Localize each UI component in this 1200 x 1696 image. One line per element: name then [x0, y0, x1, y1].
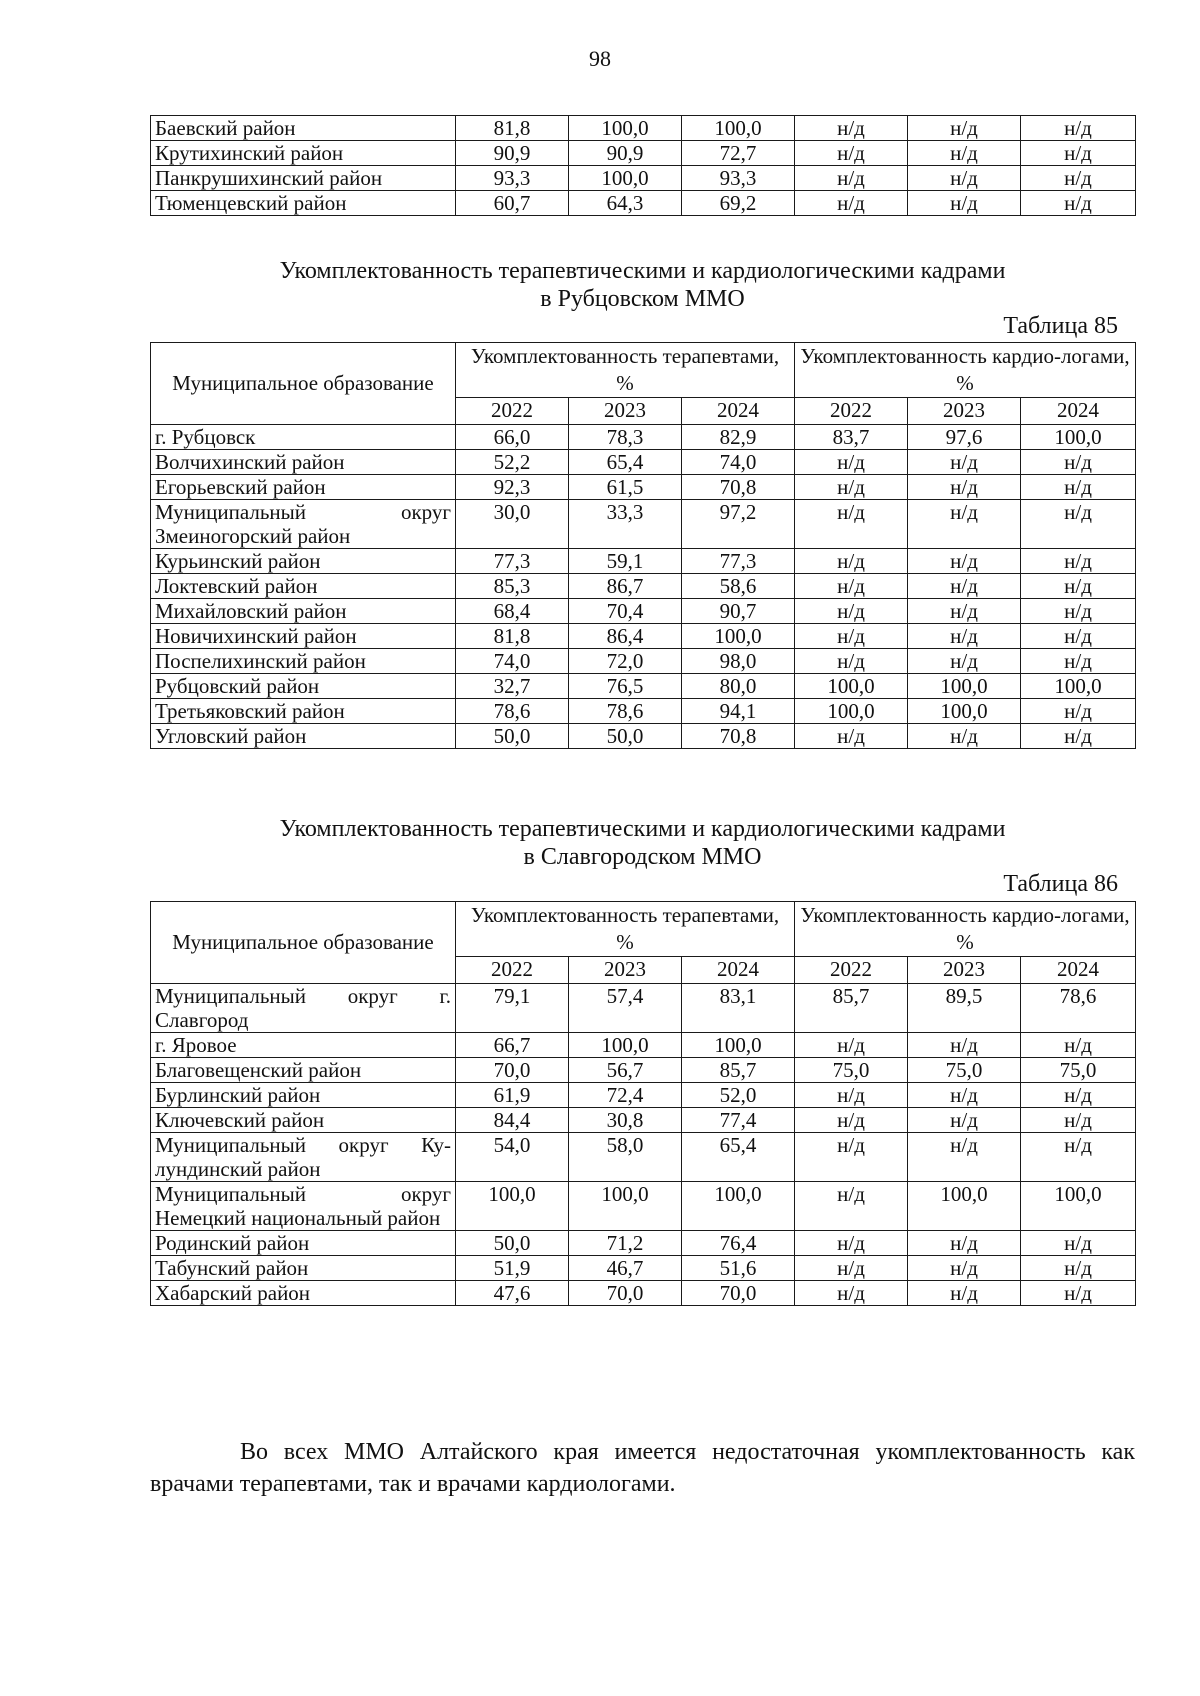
table-row — [151, 724, 1136, 749]
value-cell: 86,4 — [569, 624, 682, 649]
value-cell: 65,4 — [682, 1133, 795, 1182]
value-cell: н/д — [1021, 1083, 1136, 1108]
year-header-cell: 2023 — [569, 398, 682, 425]
value-cell: 59,1 — [569, 549, 682, 574]
value-cell: 61,5 — [569, 475, 682, 500]
year-header-cell: 2024 — [682, 957, 795, 984]
value-cell: н/д — [1021, 191, 1136, 216]
value-cell: 83,1 — [682, 984, 795, 1033]
value-cell: н/д — [908, 141, 1021, 166]
table85-title-line1: Укомплектованность терапевтическими и кардиологическими кадрами — [279, 258, 1006, 284]
value-cell: н/д — [795, 1083, 908, 1108]
table-row — [151, 450, 1136, 475]
value-cell: 71,2 — [569, 1231, 682, 1256]
table-row — [151, 1256, 1136, 1281]
table-row — [151, 191, 1136, 216]
value-cell: н/д — [1021, 450, 1136, 475]
value-cell: н/д — [795, 1256, 908, 1281]
value-cell: н/д — [1021, 500, 1136, 549]
table-row — [151, 425, 1136, 450]
table-row — [151, 1182, 1136, 1231]
value-cell: 72,7 — [682, 141, 795, 166]
value-cell: 75,0 — [908, 1058, 1021, 1083]
value-cell: 79,1 — [456, 984, 569, 1033]
value-cell: 98,0 — [682, 649, 795, 674]
value-cell: н/д — [908, 724, 1021, 749]
value-cell: 61,9 — [456, 1083, 569, 1108]
value-cell: н/д — [795, 116, 908, 141]
value-cell: н/д — [795, 549, 908, 574]
value-cell: 58,6 — [682, 574, 795, 599]
value-cell: 100,0 — [682, 116, 795, 141]
value-cell: н/д — [908, 116, 1021, 141]
value-cell: н/д — [795, 166, 908, 191]
municipality-cell: Баевский район — [151, 116, 456, 141]
municipality-cell: Волчихинский район — [151, 450, 456, 475]
value-cell: 100,0 — [569, 166, 682, 191]
value-cell: 75,0 — [1021, 1058, 1136, 1083]
year-header-cell: 2024 — [1021, 398, 1136, 425]
value-cell: 47,6 — [456, 1281, 569, 1306]
value-cell: 66,0 — [456, 425, 569, 450]
value-cell: 90,9 — [569, 141, 682, 166]
value-cell: 85,7 — [682, 1058, 795, 1083]
table-row — [151, 475, 1136, 500]
municipality-cell: Третьяковский район — [151, 699, 456, 724]
value-cell: 51,6 — [682, 1256, 795, 1281]
municipality-cell: Родинский район — [151, 1231, 456, 1256]
value-cell: 82,9 — [682, 425, 795, 450]
value-cell: н/д — [1021, 166, 1136, 191]
value-cell: н/д — [795, 450, 908, 475]
value-cell: 86,7 — [569, 574, 682, 599]
value-cell: н/д — [1021, 141, 1136, 166]
value-cell: 72,4 — [569, 1083, 682, 1108]
value-cell: н/д — [795, 475, 908, 500]
municipality-cell: Егорьевский район — [151, 475, 456, 500]
year-header-cell: 2022 — [456, 398, 569, 425]
value-cell: н/д — [908, 649, 1021, 674]
value-cell: н/д — [795, 191, 908, 216]
value-cell: 85,3 — [456, 574, 569, 599]
value-cell: н/д — [795, 500, 908, 549]
value-cell: 76,5 — [569, 674, 682, 699]
value-cell: 97,6 — [908, 425, 1021, 450]
value-cell: н/д — [908, 1256, 1021, 1281]
value-cell: н/д — [795, 574, 908, 599]
value-cell: н/д — [908, 549, 1021, 574]
value-cell: 90,9 — [456, 141, 569, 166]
table-row — [151, 599, 1136, 624]
table86-label: Таблица 86 — [1003, 871, 1118, 897]
value-cell: н/д — [1021, 475, 1136, 500]
value-cell: н/д — [795, 599, 908, 624]
table85-title — [150, 257, 1135, 313]
value-cell: 100,0 — [795, 699, 908, 724]
table-row — [151, 674, 1136, 699]
value-cell: н/д — [1021, 1033, 1136, 1058]
value-cell: 30,8 — [569, 1108, 682, 1133]
value-cell: н/д — [1021, 1231, 1136, 1256]
municipality-cell: Локтевский район — [151, 574, 456, 599]
value-cell: 78,3 — [569, 425, 682, 450]
value-cell: 50,0 — [569, 724, 682, 749]
value-cell: н/д — [795, 1231, 908, 1256]
value-cell: 54,0 — [456, 1133, 569, 1182]
value-cell: 65,4 — [569, 450, 682, 475]
value-cell: 100,0 — [908, 699, 1021, 724]
value-cell: н/д — [1021, 1256, 1136, 1281]
value-cell: н/д — [908, 1281, 1021, 1306]
value-cell: 46,7 — [569, 1256, 682, 1281]
value-cell: 50,0 — [456, 1231, 569, 1256]
table-row — [151, 699, 1136, 724]
table86-header-cardiologists: Укомплектованность кардио-логами, % — [795, 902, 1136, 957]
value-cell: н/д — [795, 624, 908, 649]
value-cell: 51,9 — [456, 1256, 569, 1281]
table86-header-municipal: Муниципальное образование — [151, 902, 456, 984]
year-header-cell: 2023 — [908, 398, 1021, 425]
value-cell: 76,4 — [682, 1231, 795, 1256]
value-cell: н/д — [1021, 574, 1136, 599]
value-cell: 57,4 — [569, 984, 682, 1033]
value-cell: 77,4 — [682, 1108, 795, 1133]
value-cell: 58,0 — [569, 1133, 682, 1182]
value-cell: 70,8 — [682, 724, 795, 749]
value-cell: н/д — [908, 191, 1021, 216]
value-cell: н/д — [795, 1182, 908, 1231]
value-cell: н/д — [1021, 1133, 1136, 1182]
value-cell: н/д — [1021, 649, 1136, 674]
table-row — [151, 1108, 1136, 1133]
value-cell: 52,2 — [456, 450, 569, 475]
municipality-cell: Благовещенский район — [151, 1058, 456, 1083]
table-row — [151, 549, 1136, 574]
value-cell: 100,0 — [682, 1182, 795, 1231]
municipality-cell: Рубцовский район — [151, 674, 456, 699]
value-cell: 100,0 — [1021, 425, 1136, 450]
value-cell: н/д — [1021, 549, 1136, 574]
table-row — [151, 116, 1136, 141]
year-header-cell: 2022 — [795, 398, 908, 425]
conclusion-paragraph: Во всех ММО Алтайского края имеется недостаточная укомплектованность как врачами терапевтами, так и врачами кардиологами. — [150, 1439, 1135, 1497]
value-cell: н/д — [908, 475, 1021, 500]
municipality-cell: Муниципальный округ Немецкий национальный район — [151, 1182, 456, 1231]
table86-title-line1: Укомплектованность терапевтическими и кардиологическими кадрами — [279, 816, 1006, 842]
value-cell: н/д — [908, 166, 1021, 191]
value-cell: н/д — [908, 1083, 1021, 1108]
value-cell: н/д — [1021, 1108, 1136, 1133]
table-row — [151, 1058, 1136, 1083]
municipality-cell: Курьинский район — [151, 549, 456, 574]
value-cell: 78,6 — [569, 699, 682, 724]
value-cell: 64,3 — [569, 191, 682, 216]
value-cell: 74,0 — [682, 450, 795, 475]
value-cell: 70,8 — [682, 475, 795, 500]
municipality-cell: Угловский район — [151, 724, 456, 749]
value-cell: 100,0 — [1021, 1182, 1136, 1231]
value-cell: 33,3 — [569, 500, 682, 549]
value-cell: 66,7 — [456, 1033, 569, 1058]
value-cell: 92,3 — [456, 475, 569, 500]
value-cell: 78,6 — [456, 699, 569, 724]
year-header-cell: 2023 — [908, 957, 1021, 984]
value-cell: 78,6 — [1021, 984, 1136, 1033]
value-cell: н/д — [1021, 724, 1136, 749]
value-cell: 93,3 — [682, 166, 795, 191]
year-header-cell: 2024 — [1021, 957, 1136, 984]
value-cell: н/д — [908, 1108, 1021, 1133]
value-cell: н/д — [795, 141, 908, 166]
table86-title-line2: в Славгородском ММО — [523, 844, 762, 870]
table-row — [151, 1133, 1136, 1182]
value-cell: 30,0 — [456, 500, 569, 549]
table-row — [151, 649, 1136, 674]
value-cell: 83,7 — [795, 425, 908, 450]
value-cell: 89,5 — [908, 984, 1021, 1033]
value-cell: 60,7 — [456, 191, 569, 216]
municipality-cell: Хабарский район — [151, 1281, 456, 1306]
table86-title — [150, 815, 1135, 871]
table-row — [151, 624, 1136, 649]
value-cell: 90,7 — [682, 599, 795, 624]
municipality-cell: Тюменцевский район — [151, 191, 456, 216]
table-row — [151, 1231, 1136, 1256]
value-cell: 81,8 — [456, 624, 569, 649]
value-cell: н/д — [795, 1133, 908, 1182]
value-cell: 72,0 — [569, 649, 682, 674]
municipality-cell: г. Рубцовск — [151, 425, 456, 450]
value-cell: 100,0 — [795, 674, 908, 699]
value-cell: 100,0 — [682, 1033, 795, 1058]
value-cell: 70,4 — [569, 599, 682, 624]
municipality-cell: г. Яровое — [151, 1033, 456, 1058]
value-cell: 100,0 — [908, 674, 1021, 699]
value-cell: н/д — [908, 1231, 1021, 1256]
value-cell: 100,0 — [908, 1182, 1021, 1231]
value-cell: 74,0 — [456, 649, 569, 674]
value-cell: 85,7 — [795, 984, 908, 1033]
value-cell: 81,8 — [456, 116, 569, 141]
table-row — [151, 1281, 1136, 1306]
year-header-cell: 2023 — [569, 957, 682, 984]
value-cell: н/д — [1021, 116, 1136, 141]
value-cell: н/д — [795, 1108, 908, 1133]
value-cell: 70,0 — [569, 1281, 682, 1306]
year-header-cell: 2024 — [682, 398, 795, 425]
year-header-cell: 2022 — [795, 957, 908, 984]
table85-title-line2: в Рубцовском ММО — [540, 286, 745, 312]
municipality-cell: Муниципальный округ г. Славгород — [151, 984, 456, 1033]
value-cell: 84,4 — [456, 1108, 569, 1133]
value-cell: 52,0 — [682, 1083, 795, 1108]
continuation-table — [150, 115, 1136, 216]
municipality-cell: Муниципальный округ Змеиногорский район — [151, 500, 456, 549]
value-cell: 100,0 — [569, 1033, 682, 1058]
value-cell: н/д — [795, 1033, 908, 1058]
table85-header-therapists: Укомплектованность терапевтами, % — [456, 343, 795, 398]
value-cell: н/д — [795, 724, 908, 749]
value-cell: н/д — [908, 599, 1021, 624]
table-row — [151, 1033, 1136, 1058]
value-cell: 94,1 — [682, 699, 795, 724]
value-cell: н/д — [908, 450, 1021, 475]
municipality-cell: Муниципальный округ Ку-лундинский район — [151, 1133, 456, 1182]
value-cell: н/д — [908, 624, 1021, 649]
value-cell: н/д — [1021, 1281, 1136, 1306]
municipality-cell: Панкрушихинский район — [151, 166, 456, 191]
value-cell: 70,0 — [456, 1058, 569, 1083]
table86 — [150, 901, 1136, 1306]
table85-header-cardiologists: Укомплектованность кардио-логами, % — [795, 343, 1136, 398]
table85-header-municipal: Муниципальное образование — [151, 343, 456, 425]
municipality-cell: Ключевский район — [151, 1108, 456, 1133]
value-cell: н/д — [908, 1033, 1021, 1058]
value-cell: н/д — [795, 1281, 908, 1306]
year-header-cell: 2022 — [456, 957, 569, 984]
page-number: 98 — [589, 46, 611, 71]
value-cell: 93,3 — [456, 166, 569, 191]
value-cell: н/д — [908, 574, 1021, 599]
table-row — [151, 166, 1136, 191]
value-cell: 56,7 — [569, 1058, 682, 1083]
table86-header-therapists: Укомплектованность терапевтами, % — [456, 902, 795, 957]
municipality-cell: Бурлинский район — [151, 1083, 456, 1108]
value-cell: н/д — [795, 649, 908, 674]
value-cell: 97,2 — [682, 500, 795, 549]
table85 — [150, 342, 1136, 749]
municipality-cell: Табунский район — [151, 1256, 456, 1281]
value-cell: 50,0 — [456, 724, 569, 749]
value-cell: 68,4 — [456, 599, 569, 624]
value-cell: 100,0 — [569, 1182, 682, 1231]
municipality-cell: Крутихинский район — [151, 141, 456, 166]
value-cell: 80,0 — [682, 674, 795, 699]
value-cell: 32,7 — [456, 674, 569, 699]
value-cell: н/д — [908, 1133, 1021, 1182]
municipality-cell: Поспелихинский район — [151, 649, 456, 674]
value-cell: 100,0 — [682, 624, 795, 649]
table85-label: Таблица 85 — [1003, 313, 1118, 339]
value-cell: н/д — [1021, 699, 1136, 724]
municipality-cell: Новичихинский район — [151, 624, 456, 649]
value-cell: 75,0 — [795, 1058, 908, 1083]
value-cell: н/д — [1021, 624, 1136, 649]
value-cell: 100,0 — [569, 116, 682, 141]
table-row — [151, 141, 1136, 166]
value-cell: н/д — [908, 500, 1021, 549]
table-row — [151, 1083, 1136, 1108]
table-row — [151, 574, 1136, 599]
value-cell: н/д — [1021, 599, 1136, 624]
value-cell: 100,0 — [1021, 674, 1136, 699]
table-row — [151, 500, 1136, 549]
value-cell: 77,3 — [456, 549, 569, 574]
value-cell: 100,0 — [456, 1182, 569, 1231]
value-cell: 70,0 — [682, 1281, 795, 1306]
value-cell: 69,2 — [682, 191, 795, 216]
table-row — [151, 984, 1136, 1033]
value-cell: 77,3 — [682, 549, 795, 574]
municipality-cell: Михайловский район — [151, 599, 456, 624]
